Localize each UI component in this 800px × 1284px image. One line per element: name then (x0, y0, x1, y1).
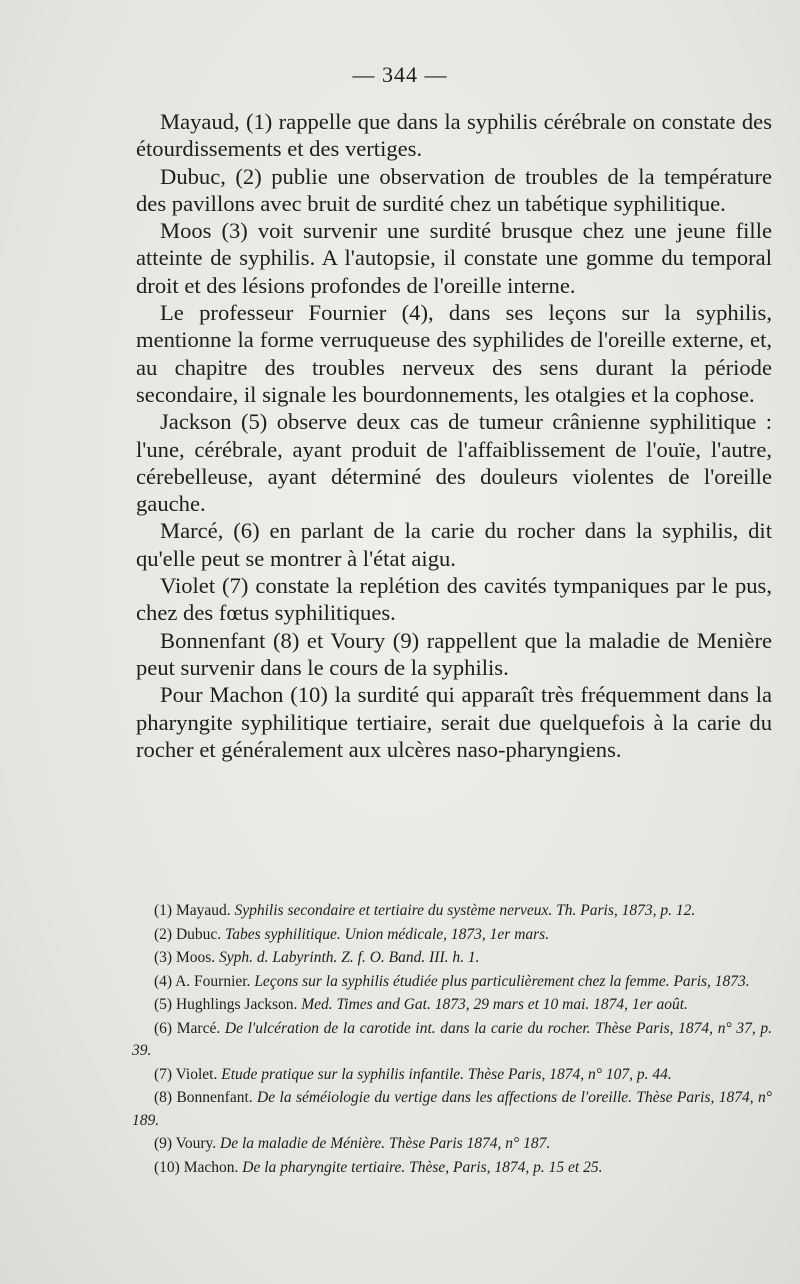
footnote-ref: (5) Hughlings Jackson. (154, 996, 298, 1013)
footnote-citation: Tabes syphilitique. Union médicale, 1873, 1er mars. (225, 925, 550, 943)
footnote-citation: Etude pratique sur la syphilis infantile. Thèse Paris, 1874, n° 107, p. 44. (221, 1065, 672, 1083)
footnote-10 (132, 1157, 772, 1180)
footnote-5 (132, 994, 772, 1017)
footnote-ref: (7) Violet. (154, 1065, 218, 1083)
footnote-ref: (10) Machon. (154, 1158, 239, 1176)
footnote-citation: Med. Times and Gat. 1873, 29 mars et 10 mai. 1874, 1er août. (301, 996, 688, 1013)
paragraph-jackson: Jackson (5) observe deux cas de tumeur crânienne syphilitique : l'une, cérébrale, ayant produit de l'affaiblissement de l'ouïe, l'autre, cérebelleuse, ayant déterminé des douleurs violentes de l'oreille gauche. (136, 409, 772, 517)
footnote-ref: (8) Bonnenfant. (154, 1089, 253, 1106)
footnote-citation: Syphilis secondaire et tertiaire du système nerveux. Th. Paris, 1873, p. 12. (234, 902, 696, 919)
footnote-ref: (3) Moos. (154, 949, 216, 966)
paragraph-violet: Violet (7) constate la replétion des cavités tympaniques par le pus, chez des fœtus syphilitiques. (136, 573, 772, 626)
footnote-ref: (1) Mayaud. (154, 902, 231, 919)
page-number: — 344 — (352, 62, 448, 87)
footnote-citation: De la maladie de Ménière. Thèse Paris 1874, n° 187. (220, 1135, 551, 1152)
footnote-8 (132, 1087, 772, 1132)
footnote-citation: De la séméiologie du vertige dans les affections de l'oreille. Thèse Paris, 1874, n° 189. (132, 1089, 772, 1129)
paragraph-moos: Moos (3) voit survenir une surdité brusque chez une jeune fille atteinte de syphilis. A l'autopsie, il constate une gomme du temporal droit et des lésions profondes de l'oreille interne. (136, 218, 772, 298)
footnote-3 (132, 947, 772, 970)
footnote-9 (132, 1133, 772, 1156)
footnote-citation: De la pharyngite tertiaire. Thèse, Paris, 1874, p. 15 et 25. (242, 1158, 603, 1176)
paragraph-mayaud: Mayaud, (1) rappelle que dans la syphilis cérébrale on constate des étourdissements et des vertiges. (136, 109, 772, 162)
footnote-ref: (9) Voury. (154, 1135, 217, 1152)
footnote-citation: De l'ulcération de la carotide int. dans la carie du rocher. Thèse Paris, 1874, n° 37, p. 39. (132, 1019, 773, 1059)
footnote-4 (132, 971, 772, 994)
paragraph-machon: Pour Machon (10) la surdité qui apparaît très fréquemment dans la pharyngite syphilitique tertiaire, serait due quelquefois à la carie du rocher et généralement aux ulcères naso-pharyngiens. (136, 682, 772, 762)
paragraph-dubuc: Dubuc, (2) publie une observation de troubles de la température des pavillons avec bruit de surdité chez un tabétique syphilitique. (136, 163, 772, 216)
footnote-7 (132, 1064, 772, 1087)
footnote-2 (132, 924, 772, 947)
footnote-citation: Leçons sur la syphilis étudiée plus particulièrement chez la femme. Paris, 1873. (254, 972, 750, 990)
footnote-6 (132, 1018, 772, 1063)
paragraph-fournier: Le professeur Fournier (4), dans ses leçons sur la syphilis, mentionne la forme verruqueuse des syphilides de l'oreille externe, et, au chapitre des troubles nerveux des sens durant la période secondaire, il signale les bourdonnements, les otalgies et la cophose. (136, 300, 772, 407)
paragraph-bonnenfant-voury: Bonnenfant (8) et Voury (9) rappellent que la maladie de Menière peut survenir dans le cours de la syphilis. (136, 627, 772, 680)
footnote-ref: (4) A. Fournier. (154, 972, 251, 990)
footnotes (132, 900, 772, 1179)
footnote-ref: (6) Marcé. (154, 1019, 221, 1037)
footnote-1 (132, 900, 772, 923)
paragraph-marce: Marcé, (6) en parlant de la carie du rocher dans la syphilis, dit qu'elle peut se montrer à l'état aigu. (136, 518, 772, 571)
footnote-ref: (2) Dubuc. (154, 925, 222, 943)
main-text (136, 108, 772, 763)
footnote-citation: Syph. d. Labyrinth. Z. f. O. Band. III. h. 1. (219, 949, 480, 966)
